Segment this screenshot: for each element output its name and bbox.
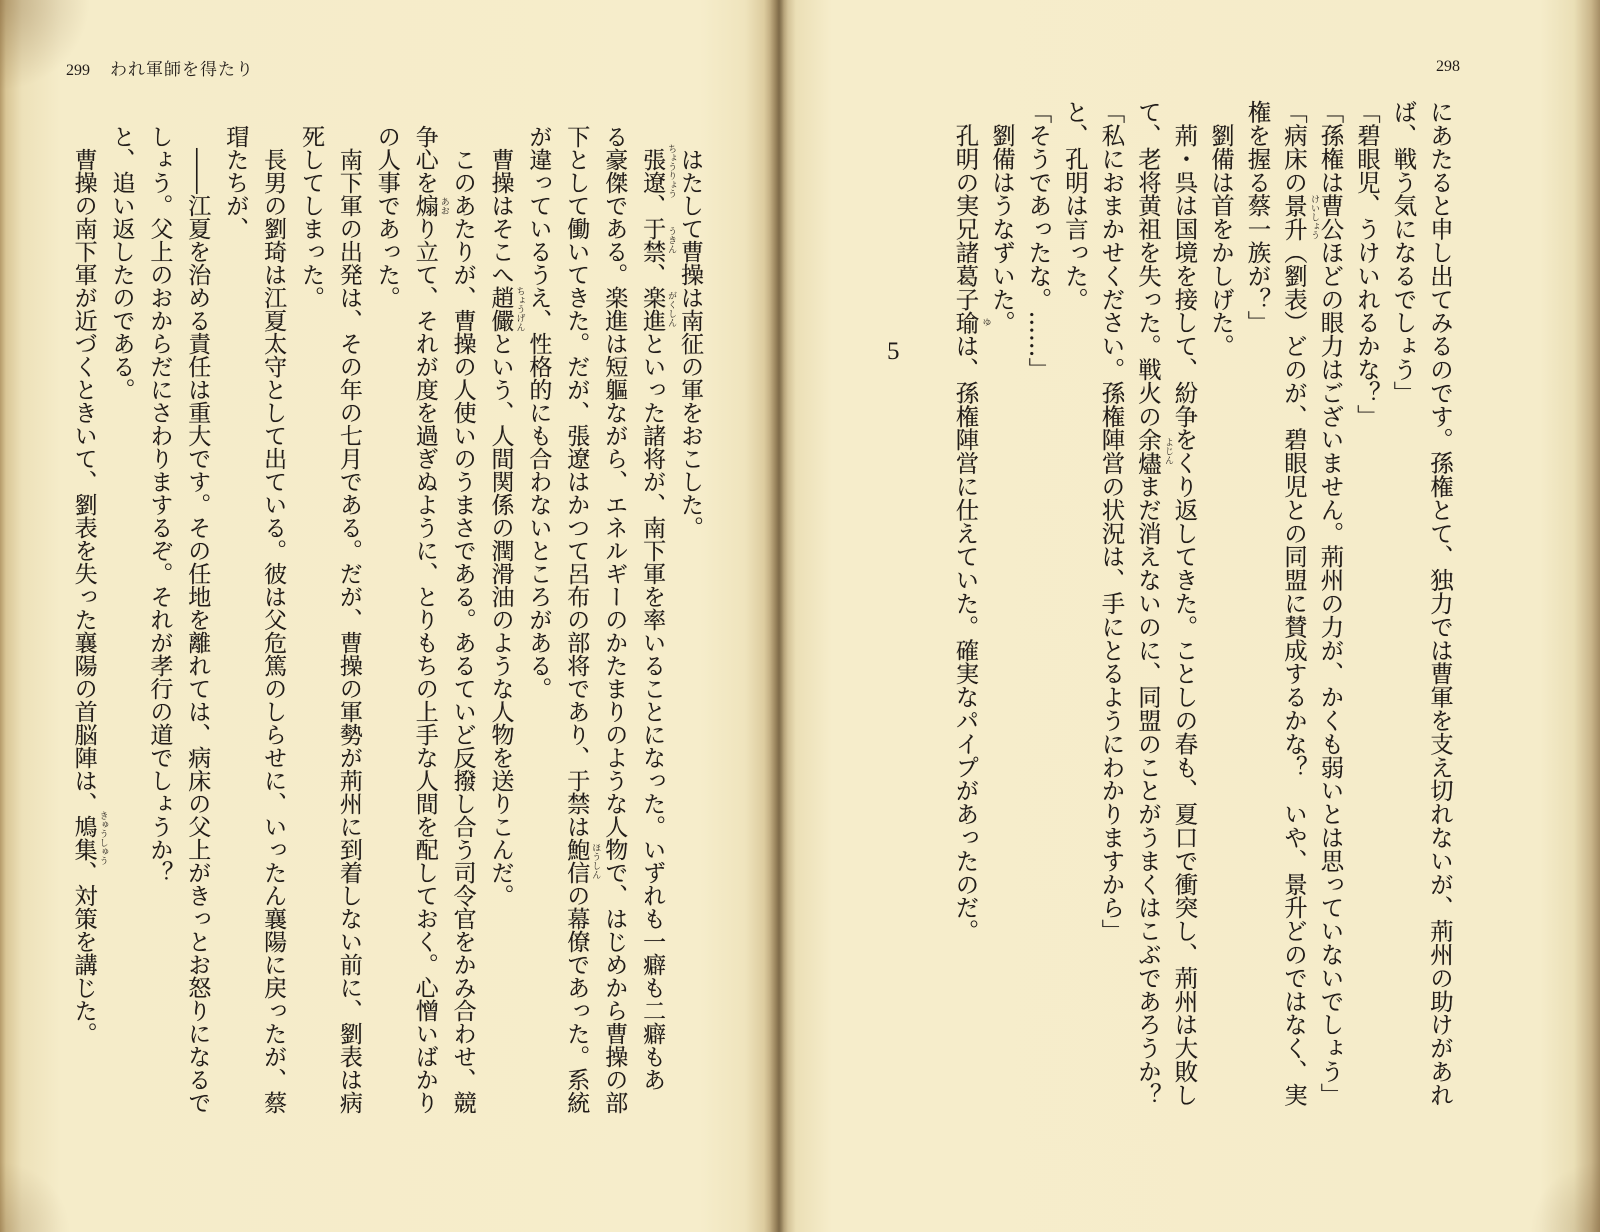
text-run: 、	[639, 263, 666, 286]
text-column	[523, 125, 553, 700]
text-column	[1352, 100, 1382, 428]
text-column	[334, 125, 364, 1114]
text-run: り立て、それが度を過ぎぬように、とりもちの上手な人間を配しておく。心憎いばかり	[411, 217, 438, 1114]
ruby-base: 于禁	[639, 217, 666, 263]
text-column	[1425, 100, 1455, 1106]
ruby-base: 瑜	[951, 310, 980, 335]
text-run: しょう。父上のおからだにさわりまするぞ。それが孝行の道でしょうか？	[146, 125, 173, 884]
furigana: けいしょう	[1309, 194, 1319, 240]
text-run: 「そうであったな。……」	[1024, 100, 1053, 381]
page-number: 299	[66, 62, 90, 79]
ruby-base: 楽進	[639, 286, 666, 332]
text-run: 権を握る蔡一族が？」	[1243, 100, 1272, 334]
text-column	[1060, 100, 1090, 311]
furigana: がくしん	[666, 291, 677, 327]
text-run: といった諸将が、南下軍を率いることになった。いずれも一癖も二癖もあ	[639, 332, 666, 1091]
text-run: の人事であった。	[373, 125, 400, 309]
text-column	[637, 125, 677, 1091]
text-run: ――江夏を治める責任は重大です。その任地を離れては、病床の父上がきっとお怒りになるで	[184, 125, 211, 1114]
text-run: 孔明の実兄諸葛子	[951, 100, 980, 311]
text-run: と、孔明は言った。	[1061, 100, 1089, 311]
text-run: 曹操の南下軍が近づくときいて、劉表を失った襄陽の首脳陣は、	[70, 125, 97, 815]
right-page-body	[782, 0, 1600, 1232]
text-column	[107, 125, 137, 401]
running-head-title: われ軍師を得たり	[110, 60, 254, 80]
ruby-base: 煽	[411, 194, 438, 217]
ruby-base: 景升	[1280, 193, 1308, 241]
ruby-word	[411, 194, 449, 217]
text-run: 「病床の	[1280, 100, 1308, 194]
text-run: 、	[639, 194, 666, 217]
text-run: まだ消えないのに、同盟のことがうまくはこぶであろうか？	[1134, 474, 1162, 1107]
furigana: ほうしん	[590, 843, 601, 879]
text-run: 曹操はそこへ	[487, 125, 514, 286]
right-page	[782, 0, 1600, 1232]
text-column	[675, 125, 705, 539]
text-run: 瑁たちが、	[222, 125, 249, 240]
ruby-word	[1280, 193, 1319, 241]
text-run: と、追い返したのである。	[108, 125, 135, 401]
text-column	[1316, 100, 1346, 1106]
text-column	[220, 125, 250, 240]
text-column	[1133, 100, 1173, 1107]
text-run: る豪傑である。楽進は短軀ながら、エネルギーのかたまりのような人物で、はじめから曹操の部	[601, 125, 628, 1114]
text-column	[1170, 100, 1200, 1106]
text-run: 「碧眼児、うけいれるかな？」	[1353, 100, 1381, 428]
ruby-base: 余燼	[1134, 427, 1162, 475]
text-run: にあたると申し出てみるのです。孫権とて、独力では曹軍を支え切れないが、荊州の助けがあれ	[1426, 100, 1454, 1107]
ruby-base: 鮑信	[563, 838, 590, 884]
ruby-word	[639, 144, 677, 198]
text-column	[1097, 100, 1127, 942]
text-column	[296, 125, 326, 309]
ruby-word	[487, 286, 525, 332]
page-number: 298	[1436, 58, 1460, 75]
left-page	[0, 0, 778, 1232]
furigana: ちょうりょう	[666, 144, 677, 198]
ruby-base: 張遼	[639, 148, 666, 194]
text-run: このあたりが、曹操の人使いのうまさである。あるていど反撥し合う司令官をかみ合わせ、競	[449, 125, 476, 1114]
text-run: ば、戦う気になるでしょう」	[1389, 100, 1418, 405]
text-column	[561, 125, 601, 1114]
furigana: よじん	[1163, 437, 1173, 465]
furigana: ゆ	[980, 317, 991, 327]
text-column	[951, 100, 991, 943]
text-run: の幕僚であった。系統	[563, 884, 590, 1114]
text-column	[69, 125, 108, 1045]
text-run: 死してしまった。	[298, 125, 324, 309]
furigana: うきん	[666, 226, 677, 254]
text-run: 長男の劉琦は江夏太守として出ている。彼は父危篤のしらせに、いったん襄陽に戻ったが、蔡	[260, 125, 287, 1114]
text-run: が違っているうえ、性格的にも合わないところがある。	[525, 125, 552, 700]
furigana: あお	[438, 196, 449, 215]
text-column	[987, 100, 1017, 334]
text-column	[144, 125, 174, 884]
ruby-word	[639, 217, 677, 263]
text-column	[1243, 100, 1273, 334]
ruby-word	[70, 811, 108, 865]
left-page-body	[0, 0, 778, 1232]
text-run: 南下軍の出発は、その年の七月である。だが、曹操の軍勢が荊州に到着しない前に、劉表は病	[335, 125, 362, 1114]
text-column	[448, 125, 478, 1114]
text-column	[1389, 100, 1419, 404]
text-column	[372, 125, 402, 309]
text-run: 劉備はうなずいた。	[988, 100, 1016, 334]
ruby-word	[563, 838, 601, 884]
text-run: （劉表）どのが、碧眼児との同盟に賛成するかな？ いや、景升どのではなく、実	[1280, 240, 1308, 1107]
text-run: 「孫権は曹公ほどの眼力はございません。荊州の力が、かくも弱いとは思っていないでしょう」	[1316, 100, 1345, 1107]
ruby-word	[1134, 427, 1173, 475]
text-run: 荊・呉は国境を接して、紛争をくり返してきた。ことしの春も、夏口で衝突し、荊州は大敗し	[1170, 100, 1199, 1107]
text-run: 「私におまかせください。孫権陣営の状況は、手にとるようにわかりますから」	[1097, 100, 1126, 943]
text-column	[1279, 100, 1319, 1107]
text-run: は、孫権陣営に仕えていた。確実なパイプがあったのだ。	[951, 334, 980, 943]
furigana: ちょうげん	[514, 286, 525, 332]
text-column	[1206, 100, 1236, 357]
furigana: きゅうしゅう	[97, 811, 108, 865]
text-run: 劉備は首をかしげた。	[1207, 100, 1235, 358]
text-run: 下として働いてきた。だが、張遼はかつて呂布の部将であり、于禁は	[563, 125, 590, 838]
text-run: て、老将黄祖を失った。戦火の	[1134, 100, 1162, 428]
section-number: 5	[887, 338, 900, 365]
text-column	[486, 125, 525, 907]
text-run: 争心を	[411, 125, 438, 194]
ruby-base: 鳩集	[70, 815, 97, 861]
text-column	[182, 125, 212, 1114]
ruby-base: 趙儼	[487, 286, 514, 332]
text-run: という、人間関係の潤滑油のような人物を送りこんだ。	[487, 332, 514, 907]
text-run	[639, 125, 665, 148]
ruby-word	[639, 286, 677, 332]
text-run: はたして曹操は南征の軍をおこした。	[677, 125, 703, 539]
text-column	[410, 125, 449, 1114]
text-run: 、対策を講じた。	[70, 861, 97, 1045]
text-column	[599, 125, 629, 1114]
text-column	[258, 125, 288, 1114]
ruby-word	[951, 310, 991, 335]
text-column	[1024, 100, 1054, 381]
